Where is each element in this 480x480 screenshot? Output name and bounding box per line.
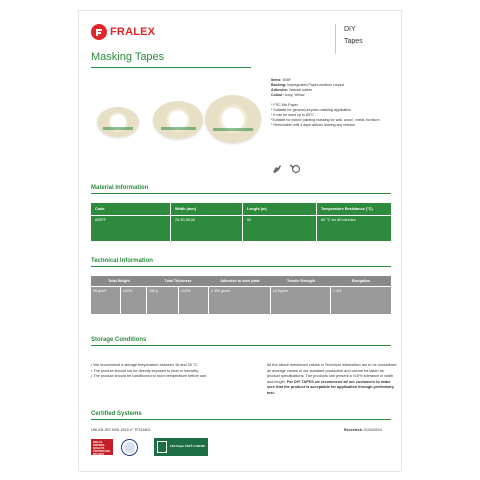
category-line-1: DIY xyxy=(344,26,356,33)
table-cell: 605FF xyxy=(91,216,171,241)
technical-divider xyxy=(91,266,391,267)
spec-block xyxy=(271,78,393,128)
certification-seal-icon xyxy=(121,439,138,456)
fsc-badge-text: FSC Paper FSC® C106438 xyxy=(170,444,205,449)
table-row xyxy=(91,215,391,241)
table-header-cell: Lenght (m) xyxy=(243,203,317,215)
table-cell: 25,30,38,50 xyxy=(171,216,243,241)
list-item: • We recommend a storage temperature between 16 and 30 °C. xyxy=(91,363,199,367)
table-header-row xyxy=(91,203,391,215)
material-table xyxy=(91,203,391,241)
spec-items: Items: 605F xyxy=(271,78,291,82)
spec-backing: Backing: Impregnated Paper-medium creped xyxy=(271,83,344,87)
tape-roll-large xyxy=(205,95,261,143)
table-row xyxy=(91,286,391,314)
technical-title: Technical Information xyxy=(91,258,153,264)
category-label xyxy=(335,24,363,54)
table-header-cell: Total Weight xyxy=(108,279,130,283)
technical-table xyxy=(91,276,391,314)
product-datasheet xyxy=(78,10,402,472)
spec-feature: * Suitable for general purpose masking application xyxy=(271,108,352,112)
table-cell: ≥ 300 gr/cm xyxy=(209,287,271,314)
table-header-cell: Width (mm) xyxy=(171,203,243,215)
list-item: • The product should not be directly exposed to heat or humidity. xyxy=(91,368,199,373)
storage-title: Storage Conditions xyxy=(91,337,147,343)
table-cell: 155 µ xyxy=(147,287,179,314)
iso-certificate-badge: DNV·GL SISTEMA QUALITA CERTIFICATO ISO 9001 xyxy=(91,439,113,455)
tape-roll-medium xyxy=(153,101,203,139)
table-cell: 95 gr/m² xyxy=(91,287,121,314)
table-header-cell: Adhesion to steel plate xyxy=(220,279,260,283)
usage-icons xyxy=(271,162,301,174)
product-photo xyxy=(93,91,263,151)
table-header-cell: Elongation xyxy=(351,279,371,283)
spec-feature: * Removable until 4 days without leaving any residue xyxy=(271,123,356,127)
spec-feature: * FSC Mix Paper xyxy=(271,103,298,107)
fsc-tree-icon xyxy=(157,441,167,453)
table-cell: > 4% xyxy=(333,289,342,293)
table-cell: ±10% xyxy=(179,287,209,314)
table-header-cell: Total Thickness xyxy=(164,279,192,283)
spec-feature: *Suitable for indoor painting masking for wall, wood , metal, furniture. xyxy=(271,118,381,122)
certified-divider xyxy=(91,419,391,420)
table-cell: 60 °C for 60 minutes xyxy=(321,218,356,222)
material-divider xyxy=(91,193,391,194)
table-cell: ≥4 Kg/cm xyxy=(271,287,331,314)
certification-badges xyxy=(91,438,208,456)
storage-note-text: All the above mentioned values in Technical Information are to be considered as average values of our standard production and cannot be taken as product specifications. The products can present a ±10% tolerance in width and length. xyxy=(267,363,397,384)
table-header-cell: Temperature Resistance (°C) xyxy=(321,207,373,211)
brand-name: FRALEX xyxy=(110,26,156,38)
brush-tape-icon xyxy=(289,162,301,174)
brand-logo xyxy=(91,24,155,40)
material-title: Material Information xyxy=(91,185,149,191)
spec-feature: * It can be used up to 80°C xyxy=(271,113,314,117)
tape-roll-small xyxy=(97,107,139,137)
revision-date: Revesfeck: 01/04/2024 xyxy=(344,428,382,432)
storage-note xyxy=(267,363,397,396)
hand-painting-icon xyxy=(271,162,283,174)
brand-logo-icon xyxy=(91,24,107,40)
table-header-cell: Code xyxy=(91,203,171,215)
storage-divider xyxy=(91,345,391,346)
table-cell: ±10% xyxy=(121,287,147,314)
title-divider xyxy=(91,67,251,68)
storage-bullets xyxy=(91,363,241,380)
table-cell: 50 xyxy=(243,216,317,241)
spec-colour: Colour: Ivory, Yellow xyxy=(271,93,305,97)
product-title: Masking Tapes xyxy=(91,51,165,63)
certification-line: UNI-EN-ISO 9001:2015 n° TF314801 xyxy=(91,428,151,432)
fsc-badge xyxy=(154,438,208,456)
list-item: • The product should be conditioned to room temperature before use. xyxy=(91,374,208,378)
storage-note-bold: For DIY TAPES we recommend all our customers to make sure that the product is acceptable for application through preliminary test. xyxy=(267,379,395,395)
table-header-cell: Tensile Strength xyxy=(287,279,315,283)
certified-title: Certified Systems xyxy=(91,411,142,417)
table-header-row xyxy=(91,276,391,286)
spec-adhesive: Adhesive: Natural rubber xyxy=(271,88,313,92)
category-line-2: Tapes xyxy=(344,38,363,45)
